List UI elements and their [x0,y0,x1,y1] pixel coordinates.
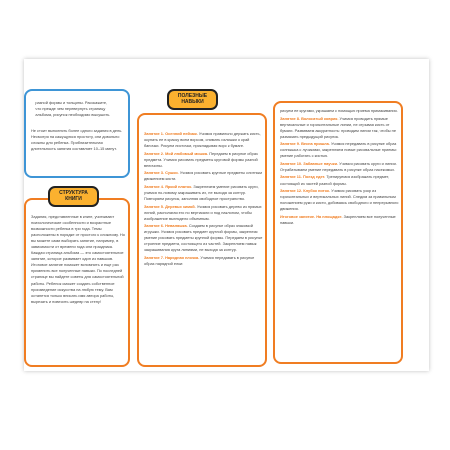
skills-tag [167,89,218,110]
lesson-title: Занятие 10. Забавные паучки. [280,160,339,166]
lesson-description: Учимся передавать в рисунке образ нарядной елки: [144,254,256,266]
lesson-title: Занятие 4. Яркий платок. [144,183,193,189]
lesson-title: Занятие 2. Мой любимый мишка. [144,150,209,156]
lesson-title: Занятие 3. Сушки. [144,170,179,176]
lesson-item [280,108,400,114]
lesson-description: Учимся рисовать круги и линии. Отрабатываем умение передавать в рисунке образ насекомых. [280,160,398,172]
structure-box [24,195,130,367]
skills-tag-line-1: ПОЛЕЗНЫЕ [177,93,208,99]
lesson-item [280,174,400,186]
skills-box [137,113,267,367]
lesson-description: Тренируемся изображать предмет, состоящий из частей разной формы. [280,174,391,186]
lesson-title: Занятие 9. Весна пришла. [280,141,330,147]
skills-list [144,131,264,268]
lessons-list [280,108,400,227]
lesson-item [144,131,264,149]
lesson-description: рисуем ее кругами, украшаем с помощью приема примакивания. [280,108,398,113]
structure-tag-line-2: КНИГИ [65,195,82,202]
lesson-description: Учимся рисовать дерево из прямых линий, располагая его по вертикали и под наклоном, чтобы изображение выглядело объемным. [144,203,263,221]
lesson-item [280,141,400,159]
lesson-description: Закрепляем умение рисовать круги, учимся по-новому закрашивать их, не выходя за контур. Повторяем рисунок, заполняя свободное пространство. [144,183,260,201]
lesson-description: Создаем в рисунке образ знакомой игрушки. Учимся рисовать предмет круглой формы, закрепляя умение рисовать предметы крупной формы. Передаем в рисунке строение предмета, состоящего из частей. Закрепляем навык закрашивания круга линиями, не выходя за контур. [144,223,264,253]
lesson-item [280,188,400,212]
lesson-item [144,204,264,222]
lesson-item [144,170,264,182]
lesson-description: Закрепляем все полученные навыки. [280,213,397,225]
lesson-title: Занятие 6. Неваляшка. [144,223,188,229]
lesson-item [144,184,264,202]
lesson-description: Передаем в рисунке образ предмета. Учимся рисовать предметы круговой формы разной величины. [144,150,259,168]
structure-text: Задания, представленные в книге, учитывают психологические особенности и возрастные возможности ребенка в три года. Темы расположены в порядке от простого к сложному. Но вы можете сами выбирать занятие, например, в зависимости от времени года или праздника. Каждая страница альбома — это самостоятельное занятие, которое развивает один из навыков. Итоговое занятие поможет вспомнить и еще раз применить все полученные навыки. По последней странице вы найдете советы для самостоятельной работы. Ребенок сможет создать собственное произведение искусства на любую тему. Вам останется только вписать имя автора работы, вырезать и повесить шедевр на стену! [31,214,126,304]
tip-text [31,94,127,124]
lessons-box [273,101,403,364]
tip-line-3: альбома, рисунок необходимо высушить. [35,112,111,118]
lesson-item [144,151,264,169]
lesson-item [144,255,264,267]
lesson-description: Учимся рисовать круглые предметы слитным движением кисти. [144,170,264,182]
structure-tag-line-1: СТРУКТУРА [59,190,88,196]
lesson-title: Занятие 11. Поезд едет. [280,174,326,180]
lesson-title: Занятие 12. Клубок ниток. [280,188,331,194]
lesson-title: Занятие 7. Нарядная елочка. [144,254,200,260]
lesson-description: Учимся правильно держать кисть, окунать ее в краску всем ворсом, снимать излишки о край баночки. Рисуем листочки, прикладывая ворс к бумаге. [144,131,262,149]
lesson-description: Учимся проводить прямые вертикальные и горизонтальные линии, не отрывая кисть от бумаги. Развиваем аккуратность: проводим линии так, чтобы не размазать предыдущий рисунок. [280,115,398,139]
lesson-item [280,214,400,226]
lesson-title: Итоговое занятие. На площадке. [280,213,343,219]
tip-line-1: разной формы и толщины. Расскажите, [35,100,108,106]
tip-box [24,89,130,178]
lesson-item [280,116,400,140]
tip-duration-text: Не стоит выполнять более одного задания в день. Несмотря на кажущуюся простоту, они довольно сложны для ребенка. Приблизительная длительность занятия составляет 10–15 минут. [31,128,124,152]
lesson-item [144,223,264,253]
lesson-title: Занятие 5. Деревья зимой. [144,203,196,209]
lesson-description: Учимся передавать в рисунке образ солнышка с лучиками, закрепляем новые рисовальные приемы: умение работать с кистью. [280,141,399,159]
tip-line-2: что прежде чем перевернуть страницу [35,106,106,112]
lesson-item [280,161,400,173]
skills-tag-line-2: НАВЫКИ [181,98,204,105]
lesson-title: Занятие 8. Волосатый коврик. [280,115,339,121]
structure-tag [48,186,99,207]
lesson-description: Учимся рисовать узор из горизонтальных и вертикальных линий. Следим за правильным положением руки и кисти, добиваясь свободного и непрерывного движения. [280,188,400,212]
lesson-title: Занятие 1. Осенний пейзаж. [144,131,198,136]
